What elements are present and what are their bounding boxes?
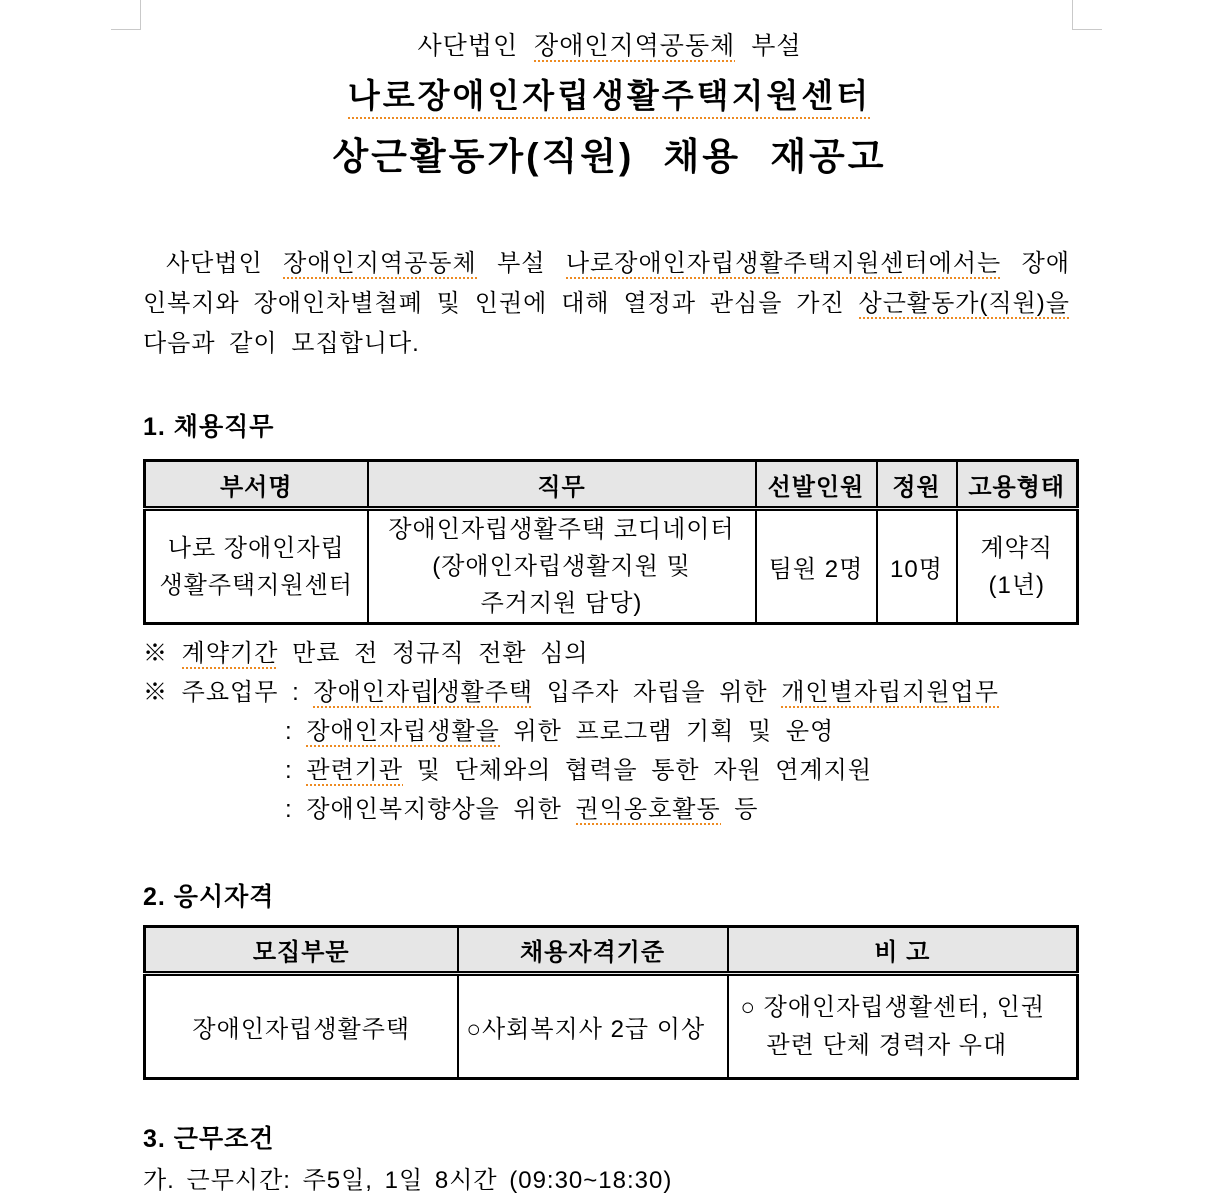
- note-text-underlined: 권익옹호활동: [575, 796, 721, 823]
- job-table-header-dept[interactable]: 부서명: [145, 461, 368, 509]
- document-title[interactable]: 상근활동가(직원) 채용 재공고: [332, 136, 887, 177]
- dept-line: 생활주택지원센터: [159, 571, 353, 599]
- center-name-line[interactable]: [143, 62, 1076, 119]
- job-table-cell-selection[interactable]: 팀원 2명: [756, 509, 877, 624]
- note-marker: ※: [143, 640, 182, 667]
- intro-text-underlined: 장애인지역공동체: [283, 250, 477, 277]
- duty-line: (장애인자립생활지원 및: [432, 553, 691, 580]
- note-marker: ※: [143, 679, 182, 706]
- intro-line-3[interactable]: 다음과 같이 모집합니다.: [143, 330, 420, 357]
- duty-line: 장애인자립생활주택 코디네이터: [388, 516, 735, 543]
- job-table-header-row: [145, 461, 1078, 509]
- org-subtitle-line[interactable]: [143, 30, 1076, 62]
- note-label: 주요업무 :: [181, 679, 314, 706]
- note-text-underlined: 개인별자립지원업무: [781, 679, 999, 706]
- note-text: 입주자 자립을 위한: [533, 679, 782, 706]
- employment-line: (1년): [988, 571, 1046, 599]
- note-duty-program[interactable]: [143, 712, 1206, 751]
- job-table-header-duty[interactable]: 직무: [368, 461, 756, 509]
- section2-heading[interactable]: 2. 응시자격: [143, 883, 275, 911]
- document-header: [143, 30, 1076, 180]
- job-table-header-employment[interactable]: 고용형태: [957, 461, 1078, 509]
- intro-text-underlined: 상근활동가(직원)을: [858, 290, 1070, 317]
- note-text: 및 단체와의 협력을 통한 자원 연계지원: [403, 757, 873, 784]
- center-name: 나로장애인자립생활주택지원센터: [348, 75, 871, 119]
- note-colon: :: [285, 718, 307, 745]
- note-text-underlined: 계약기간: [181, 640, 279, 667]
- qualification-table: [143, 925, 1079, 1080]
- duty-line: 주거지원 담당): [480, 590, 643, 617]
- job-table-cell-dept[interactable]: [145, 509, 368, 624]
- note-text: 생활주택: [436, 679, 534, 706]
- intro-text: 사단법인: [166, 250, 284, 277]
- page-margin-mark-top-right: [1072, 0, 1102, 30]
- intro-line-2[interactable]: [143, 284, 1070, 324]
- job-table-header-selection[interactable]: 선발인원: [756, 461, 877, 509]
- job-table-header-quota[interactable]: 정원: [877, 461, 957, 509]
- job-table-cell-duty[interactable]: [368, 509, 756, 624]
- note-text: 만료 전 정규직 전환 심의: [278, 640, 589, 667]
- job-table-row: [145, 509, 1078, 624]
- qual-table-header-category[interactable]: 모집부문: [145, 927, 458, 974]
- note-text: 장애인복지향상을 위한: [306, 796, 576, 823]
- org-subtitle-prefix: 사단법인: [417, 32, 535, 60]
- job-table-cell-employment[interactable]: [957, 509, 1078, 624]
- note-text-underlined: 장애인자립생활을: [306, 718, 500, 745]
- qual-table-header-remark[interactable]: 비 고: [728, 927, 1078, 974]
- page-margin-mark-top-left: [111, 0, 141, 30]
- note-contract-review[interactable]: [143, 634, 1206, 673]
- org-subtitle-suffix: 부설: [735, 32, 802, 60]
- note-main-duties[interactable]: [143, 673, 1206, 712]
- intro-text: 부설: [476, 250, 566, 277]
- qual-table-cell-category[interactable]: 장애인자립생활주택: [145, 974, 458, 1079]
- employment-line: 계약직: [980, 534, 1054, 562]
- job-table: [143, 459, 1079, 625]
- intro-text: 인복지와 장애인차별철폐 및 인권에 대해 열정과 관심을 가진: [143, 290, 859, 317]
- notes-block: [143, 634, 1206, 829]
- intro-text-underlined: 나로장애인자립생활주택지원센터에서는: [565, 250, 1002, 277]
- intro-line-1[interactable]: [143, 244, 1070, 284]
- note-duty-advocacy[interactable]: [143, 790, 1206, 829]
- job-table-cell-quota[interactable]: 10명: [877, 509, 957, 624]
- intro-paragraph: [143, 244, 1070, 364]
- qual-table-cell-remark[interactable]: [728, 974, 1078, 1079]
- remark-line: ○ 장애인자립생활센터, 인권: [740, 993, 1046, 1021]
- note-duty-cooperation[interactable]: [143, 751, 1206, 790]
- dept-line: 나로 장애인자립: [167, 534, 345, 562]
- note-text: 위한 프로그램 기획 및 운영: [499, 718, 835, 745]
- note-colon: :: [285, 757, 307, 784]
- note-text-underlined: [313, 679, 533, 708]
- note-colon: :: [285, 796, 307, 823]
- qual-table-cell-criteria[interactable]: ○사회복지사 2급 이상: [458, 974, 728, 1079]
- qual-table-header-criteria[interactable]: 채용자격기준: [458, 927, 728, 974]
- org-name-underlined: 장애인지역공동체: [534, 32, 736, 60]
- note-text: 등: [720, 796, 759, 823]
- note-text-underlined: 관련기관: [306, 757, 404, 784]
- qualification-table-row: [145, 974, 1078, 1079]
- section3-heading[interactable]: 3. 근무조건: [143, 1125, 275, 1153]
- work-hours-line[interactable]: 가. 근무시간: 주5일, 1일 8시간 (09:30~18:30): [143, 1167, 673, 1194]
- note-text: 장애인자립: [313, 679, 435, 706]
- section1-heading[interactable]: 1. 채용직무: [143, 413, 275, 441]
- qualification-table-header-row: [145, 927, 1078, 974]
- remark-line: 관련 단체 경력자 우대: [766, 1031, 1008, 1059]
- intro-text: 장애: [1001, 250, 1070, 277]
